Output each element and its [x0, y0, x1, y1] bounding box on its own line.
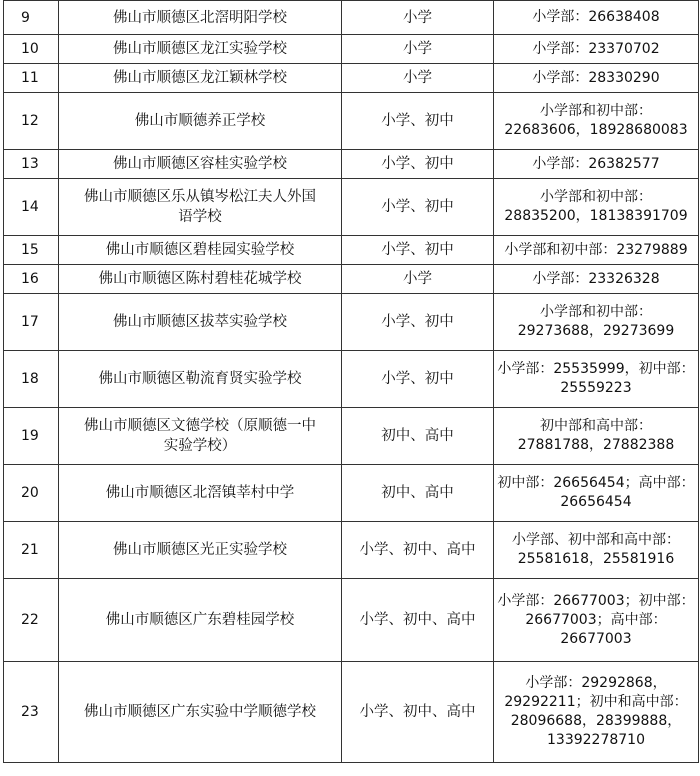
- table-row: [4, 150, 699, 179]
- school-name: 佛山市顺德区拔萃实验学校: [59, 294, 342, 351]
- school-level: 小学: [342, 64, 494, 93]
- contact-phone: 小学部：29292868， 29292211；初中和高中部： 28096688，28399888， 13392278710: [494, 662, 699, 763]
- table-row: [4, 294, 699, 351]
- school-name: 佛山市顺德区龙江实验学校: [59, 35, 342, 64]
- row-number: 19: [4, 408, 59, 465]
- school-level: 小学、初中: [342, 236, 494, 265]
- table-row: [4, 179, 699, 236]
- contact-phone: 小学部：28330290: [494, 64, 699, 93]
- school-name: 佛山市顺德区广东碧桂园学校: [59, 579, 342, 662]
- contact-phone: 小学部：26677003；初中部： 26677003；高中部： 26677003: [494, 579, 699, 662]
- table-row: [4, 35, 699, 64]
- school-level: 初中、高中: [342, 465, 494, 522]
- table-row: [4, 1, 699, 35]
- table-row: [4, 351, 699, 408]
- table-row: [4, 64, 699, 93]
- contact-phone: 小学部：25535999，初中部： 25559223: [494, 351, 699, 408]
- table-row: [4, 662, 699, 763]
- row-number: 15: [4, 236, 59, 265]
- contact-phone: 小学部、初中部和高中部： 25581618，25581916: [494, 522, 699, 579]
- table-row: [4, 408, 699, 465]
- row-number: 17: [4, 294, 59, 351]
- contact-phone: 小学部和初中部： 28835200，18138391709: [494, 179, 699, 236]
- school-name: 佛山市顺德区龙江颖林学校: [59, 64, 342, 93]
- row-number: 12: [4, 93, 59, 150]
- table-row: [4, 522, 699, 579]
- contact-phone: 初中部：26656454；高中部： 26656454: [494, 465, 699, 522]
- row-number: 18: [4, 351, 59, 408]
- row-number: 9: [4, 1, 59, 35]
- school-name: 佛山市顺德区乐从镇岑松江夫人外国 语学校: [59, 179, 342, 236]
- row-number: 20: [4, 465, 59, 522]
- contact-phone: 小学部：23326328: [494, 265, 699, 294]
- school-name: 佛山市顺德区广东实验中学顺德学校: [59, 662, 342, 763]
- contact-phone: 小学部和初中部：23279889: [494, 236, 699, 265]
- row-number: 21: [4, 522, 59, 579]
- contact-phone: 小学部：26638408: [494, 1, 699, 35]
- school-level: 小学、初中: [342, 351, 494, 408]
- row-number: 10: [4, 35, 59, 64]
- table-row: [4, 265, 699, 294]
- contact-phone: 初中部和高中部： 27881788，27882388: [494, 408, 699, 465]
- school-level: 小学、初中、高中: [342, 522, 494, 579]
- row-number: 13: [4, 150, 59, 179]
- contact-phone: 小学部：23370702: [494, 35, 699, 64]
- row-number: 11: [4, 64, 59, 93]
- row-number: 22: [4, 579, 59, 662]
- row-number: 14: [4, 179, 59, 236]
- school-name: 佛山市顺德区文德学校（原顺德一中 实验学校）: [59, 408, 342, 465]
- contact-phone: 小学部：26382577: [494, 150, 699, 179]
- school-name: 佛山市顺德区容桂实验学校: [59, 150, 342, 179]
- table-row: [4, 93, 699, 150]
- table-row: [4, 579, 699, 662]
- school-level: 小学、初中: [342, 150, 494, 179]
- school-name: 佛山市顺德养正学校: [59, 93, 342, 150]
- school-name: 佛山市顺德区碧桂园实验学校: [59, 236, 342, 265]
- school-level: 小学、初中: [342, 179, 494, 236]
- school-name: 佛山市顺德区勒流育贤实验学校: [59, 351, 342, 408]
- table-row: [4, 465, 699, 522]
- school-level: 小学: [342, 35, 494, 64]
- contact-phone: 小学部和初中部： 22683606，18928680083: [494, 93, 699, 150]
- school-table: [3, 0, 699, 763]
- school-level: 小学、初中、高中: [342, 662, 494, 763]
- school-level: 小学、初中: [342, 93, 494, 150]
- school-name: 佛山市顺德区北滘明阳学校: [59, 1, 342, 35]
- school-name: 佛山市顺德区北滘镇莘村中学: [59, 465, 342, 522]
- row-number: 16: [4, 265, 59, 294]
- school-level: 小学: [342, 1, 494, 35]
- table-row: [4, 236, 699, 265]
- school-level: 初中、高中: [342, 408, 494, 465]
- school-name: 佛山市顺德区光正实验学校: [59, 522, 342, 579]
- school-name: 佛山市顺德区陈村碧桂花城学校: [59, 265, 342, 294]
- contact-phone: 小学部和初中部： 29273688，29273699: [494, 294, 699, 351]
- school-level: 小学: [342, 265, 494, 294]
- school-level: 小学、初中: [342, 294, 494, 351]
- row-number: 23: [4, 662, 59, 763]
- school-level: 小学、初中、高中: [342, 579, 494, 662]
